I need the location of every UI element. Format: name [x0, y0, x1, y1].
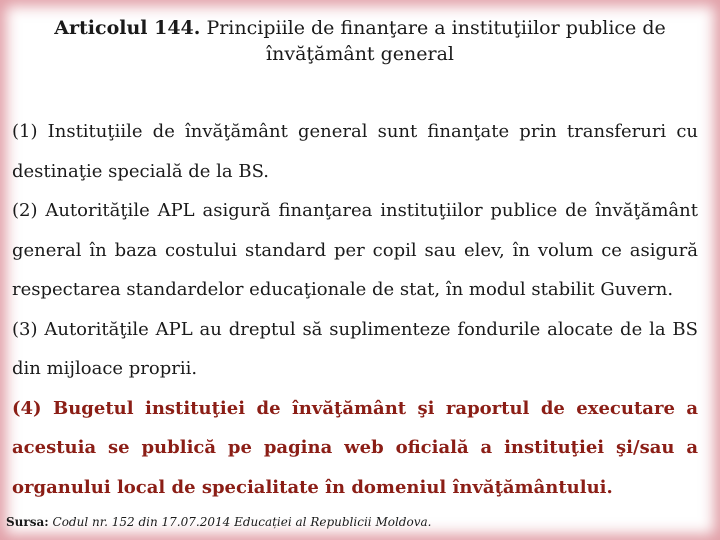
slide-title	[0, 15, 720, 67]
title-text-line2: învăţământ general	[266, 43, 454, 65]
source-note	[6, 514, 431, 530]
source-label: Sursa:	[6, 515, 49, 529]
paragraph-4: (4) Bugetul instituţiei de învăţământ şi raportul de executare a acestuia se publică pe pagina web oficială a instituţiei şi/sau a organului local de specialitate în domeniul învăţământului.	[12, 397, 698, 498]
title-text-line1: Principiile de finanţare a instituţiilor publice de	[206, 17, 666, 39]
source-text: Codul nr. 152 din 17.07.2014 Educației al Republicii Moldova.	[52, 515, 432, 529]
paragraph-3: (3) Autorităţile APL au dreptul să suplimenteze fondurile alocate de la BS din mijloace proprii.	[12, 318, 698, 379]
paragraph-2: (2) Autorităţile APL asigură finanţarea instituţiilor publice de învăţământ general în baza costului standard per copil sau elev, în volum ce asigură respectarea standardelor educaţionale de stat, în modul stabilit Guvern.	[12, 200, 698, 300]
paragraph-1: (1) Instituţiile de învăţământ general sunt finanţate prin transferuri cu destinaţie specială de la BS.	[12, 121, 698, 182]
article-label: Articolul 144.	[54, 17, 201, 39]
article-body	[12, 112, 698, 507]
